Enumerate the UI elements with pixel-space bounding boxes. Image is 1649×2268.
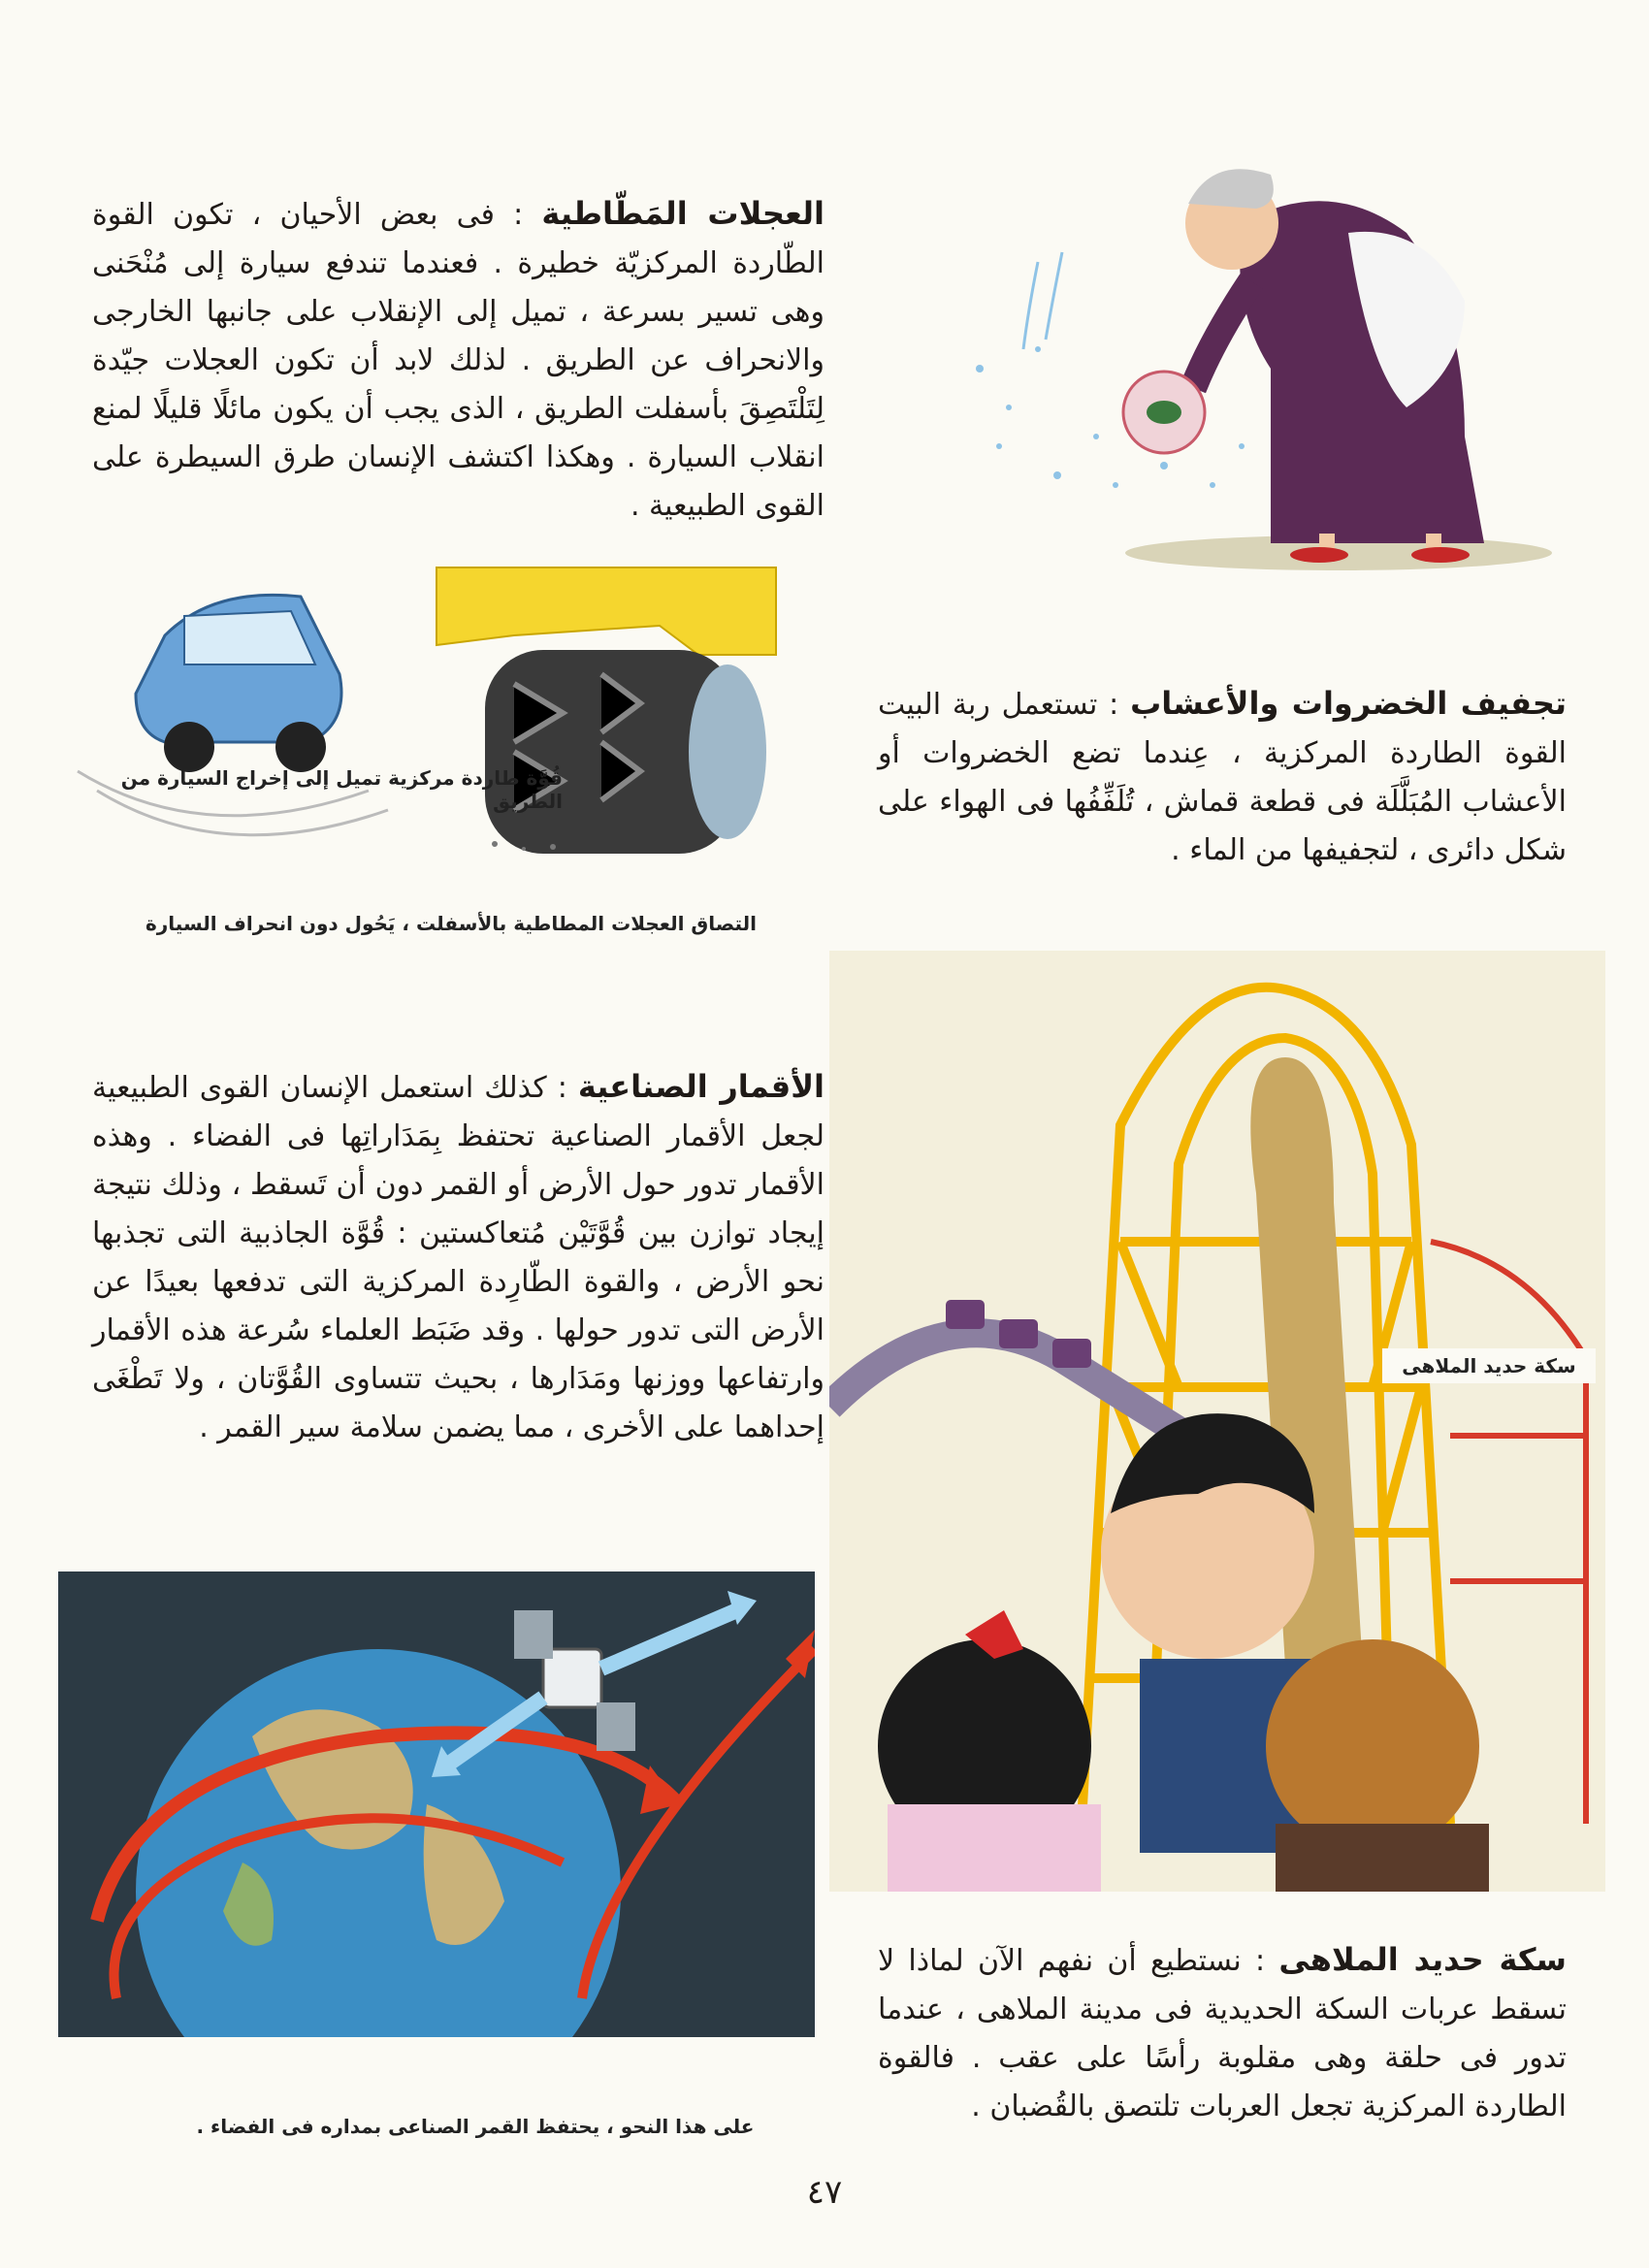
drying-heading: تجفيف الخضروات والأعشاب bbox=[1130, 685, 1567, 722]
woman-drying-svg bbox=[922, 116, 1600, 582]
drying-text: : تستعمل ربة البيت القوة الطاردة المركزية ، عِندما تضع الخضروات أو الأعشاب المُبَلَّلَة فى قطعة قماش ، تُلَفِّفُها فى الهواء على شكل دائرى ، لتجفيفها من الماء . bbox=[878, 688, 1567, 867]
satellite-orbit-caption: على هذا النحو ، يحتفظ القمر الصناعى بمداره فى الفضاء . bbox=[196, 2115, 755, 2138]
rollercoaster-illustration bbox=[829, 951, 1605, 1892]
tires-section bbox=[92, 189, 824, 531]
page-number: ٤٧ bbox=[806, 2173, 843, 2212]
tires-text: : فى بعض الأحيان ، تكون القوة الطّاردة المركزيّة خطيرة . فعندما تندفع سيارة إلى مُنْحَنى وهى تسير بسرعة ، تميل إلى الإنقلاب على جانبها الخارجى والانحراف عن الطريق . لذلك لابد أن تكون العجلات جيّدة لِتَلْتَصِقَ بأسفلت الطريق ، الذى يجب أن يكون مائلًا قليلًا لمنع انقلاب السيارة . وهكذا اكتشف الإنسان طرق السيطرة على القوى الطبيعية . bbox=[92, 198, 824, 523]
drying-paragraph bbox=[878, 679, 1567, 875]
woman-drying-greens-illustration bbox=[922, 116, 1600, 582]
rollercoaster-heading: سكة حديد الملاهى bbox=[1278, 1941, 1568, 1978]
satellites-section bbox=[92, 1062, 824, 1452]
satellite-orbit-svg bbox=[58, 1571, 815, 2037]
car-tire-svg bbox=[58, 558, 795, 859]
tires-paragraph bbox=[92, 189, 824, 531]
car-tire-illustration bbox=[58, 558, 795, 859]
satellite-orbit-illustration bbox=[58, 1571, 815, 2037]
drying-section bbox=[878, 679, 1567, 875]
rollercoaster-label: سكة حديد الملاهى bbox=[1382, 1348, 1596, 1383]
rollercoaster-section bbox=[878, 1935, 1567, 2131]
satellites-heading: الأقمار الصناعية bbox=[577, 1068, 825, 1105]
satellites-paragraph bbox=[92, 1062, 824, 1452]
rollercoaster-paragraph bbox=[878, 1935, 1567, 2131]
satellites-text: : كذلك استعمل الإنسان القوى الطبيعية لجعل الأقمار الصناعية تحتفظ بِمَدَاراتِها فى الفضاء . وهذه الأقمار تدور حول الأرض أو القمر دون أن تَسقط ، وذلك نتيجة إيجاد توازن بين قُوَّتَيْن مُتعاكستين : قُوَّة الجاذبية التى تجذبها نحو الأرض ، والقوة الطّارِدة المركزية التى تدفعها بعيدًا عن الأرض التى تدور حولها . وقد ضَبَط العلماء سُرعة هذه الأقمار وارتفاعها ووزنها ومَدَارها ، بحيث تتساوى القُوَّتان ، ولا تَطْغَى إحداهما على الأخرى ، مما يضمن سلامة سير القمر . bbox=[92, 1071, 824, 1444]
car-force-caption: قُوَّة طاردة مركزية تميل إلى إخراج السيارة من الطريق bbox=[120, 766, 563, 813]
tires-heading: العجلات المَطّاطية bbox=[541, 195, 824, 232]
tire-grip-caption: التصاق العجلات المطاطية بالأسفلت ، يَحُول دون انحراف السيارة bbox=[145, 912, 758, 935]
rollercoaster-text: : نستطيع أن نفهم الآن لماذا لا تسقط عربات السكة الحديدية فى مدينة الملاهى ، عندما تدور فى حلقة وهى مقلوبة رأسًا على عقب . فالقوة الطاردة المركزية تجعل العربات تلتصق بالقُضبان . bbox=[878, 1944, 1567, 2123]
rollercoaster-svg bbox=[829, 951, 1605, 1892]
